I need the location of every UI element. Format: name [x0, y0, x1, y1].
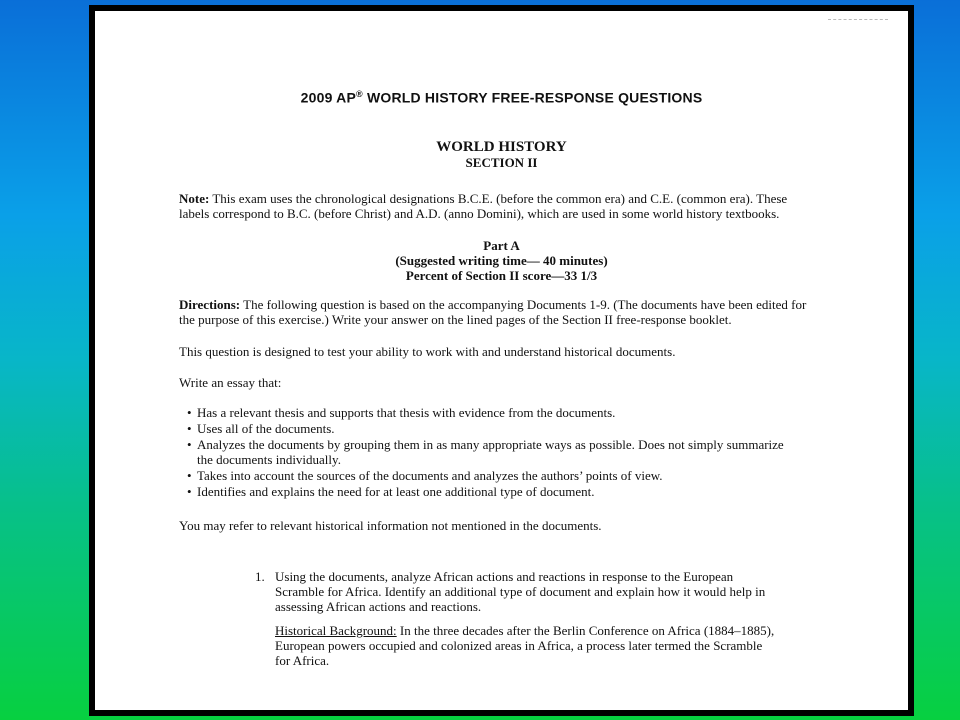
question-number: 1. [255, 569, 265, 584]
section-subtitle: SECTION II [465, 155, 538, 170]
list-item: • Uses all of the documents. [187, 421, 787, 436]
part-heading [95, 238, 908, 283]
refer-paragraph: You may refer to relevant historical information not mentioned in the documents. [179, 518, 602, 533]
list-item: • Takes into account the sources of the documents and analyzes the authors’ points of view. [187, 468, 787, 483]
essay-intro: Write an essay that: [179, 375, 282, 390]
part-score: Percent of Section II score—33 1/3 [405, 268, 598, 283]
part-time: (Suggested writing time— 40 minutes) [395, 253, 608, 268]
directions-label: Directions: [179, 297, 241, 312]
question-text: Using the documents, analyze African actions and reactions in response to the European Scramble for Africa. Identify an additional type of document and explain how it would help in assessing African actions and reactions. [275, 569, 766, 614]
list-item: • Has a relevant thesis and supports that thesis with evidence from the documents. [187, 405, 787, 420]
note-label: Note: [179, 191, 210, 206]
scanned-document-page [89, 5, 914, 716]
section-heading [95, 139, 908, 171]
purpose-paragraph: This question is designed to test your ability to work with and understand historical documents. [179, 344, 676, 359]
document-title: 2009 AP® WORLD HISTORY FREE-RESPONSE QUESTIONS [300, 89, 703, 106]
background-text: In the three decades after the Berlin Conference on Africa (1884–1885), European powers occupied and colonized areas in Africa, a process later termed the Scramble for Africa. [275, 623, 775, 668]
background-label: Historical Background: [275, 623, 397, 638]
part-title: Part A [483, 238, 520, 253]
directions-paragraph [179, 297, 809, 327]
note-paragraph [179, 191, 809, 221]
question-block [255, 569, 775, 668]
list-item: • Analyzes the documents by grouping them in as many appropriate ways as possible. Does not simply summarize the documents individually. [187, 437, 787, 467]
scan-artifact [828, 19, 888, 21]
essay-requirements-list [187, 405, 787, 500]
note-text: This exam uses the chronological designations B.C.E. (before the common era) and C.E. (common era). These labels correspond to B.C. (before Christ) and A.D. (anno Domini), which are used in some world history textbooks. [179, 191, 788, 221]
list-item: • Identifies and explains the need for at least one additional type of document. [187, 484, 787, 499]
section-title: WORLD HISTORY [436, 139, 567, 155]
historical-background [275, 623, 775, 668]
directions-text: The following question is based on the accompanying Documents 1-9. (The documents have been edited for the purpose of this exercise.) Write your answer on the lined pages of the Section II free-response booklet. [179, 297, 807, 327]
